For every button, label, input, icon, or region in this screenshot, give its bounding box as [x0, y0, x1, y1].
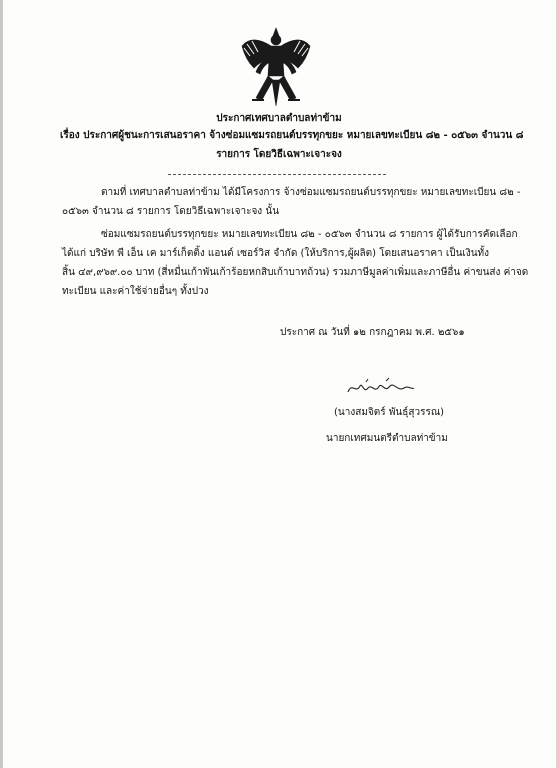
signer-name: (นางสมจิตร์ พันธุ์สุวรรณ): [334, 407, 445, 418]
document-heading: ประกาศเทศบาลตำบลท่าข้าม: [216, 113, 342, 124]
paragraph-2-line-2: ได้แก่ บริษัท พี เอ็น เค มาร์เก็ตติ้ง แอนด์ เซอร์วิส จำกัด (ให้บริการ,ผู้ผลิต) โดยเสนอราคา เป็นเงินทั้ง: [62, 248, 490, 259]
subject-line-2: รายการ โดยวิธีเฉพาะเจาะจง: [216, 149, 342, 160]
paragraph-2-line-4: ทะเบียน และค่าใช้จ่ายอื่นๆ ทั้งปวง: [62, 286, 209, 297]
separator-rule: [168, 174, 386, 175]
signer-title: นายกเทศมนตรีตำบลท่าข้าม: [326, 433, 448, 444]
handwritten-signature: [346, 376, 416, 398]
paragraph-1-line-2: ๐๕๖๓ จำนวน ๘ รายการ โดยวิธีเฉพาะเจาะจง นั้น: [62, 206, 280, 217]
paragraph-2-line-1: ซ่อมแซมรถยนต์บรรทุกขยะ หมายเลขทะเบียน ๘๒ - ๐๕๖๓ จำนวน ๘ รายการ ผู้ได้รับการคัดเลือก: [101, 229, 518, 240]
garuda-emblem-icon: [238, 26, 314, 110]
announcement-date: ประกาศ ณ วันที่ ๑๒ กรกฎาคม พ.ศ. ๒๕๖๑: [280, 327, 465, 338]
subject-line-1: เรื่อง ประกาศผู้ชนะการเสนอราคา จ้างซ่อมแซมรถยนต์บรรทุกขยะ หมายเลขทะเบียน ๘๒ - ๐๕๖๓ จำนวน ๘: [60, 130, 524, 141]
paragraph-2-line-3: สิ้น ๔๙,๙๖๙.๐๐ บาท (สี่หมื่นเก้าพันเก้าร้อยหกสิบเก้าบาทถ้วน) รวมภาษีมูลค่าเพิ่มและภาษีอื่น ค่าขนส่ง ค่าจด: [62, 267, 529, 278]
paragraph-1-line-1: ตามที่ เทศบาลตำบลท่าข้าม ได้มีโครงการ จ้างซ่อมแซมรถยนต์บรรทุกขยะ หมายเลขทะเบียน ๘๒ -: [101, 187, 521, 198]
